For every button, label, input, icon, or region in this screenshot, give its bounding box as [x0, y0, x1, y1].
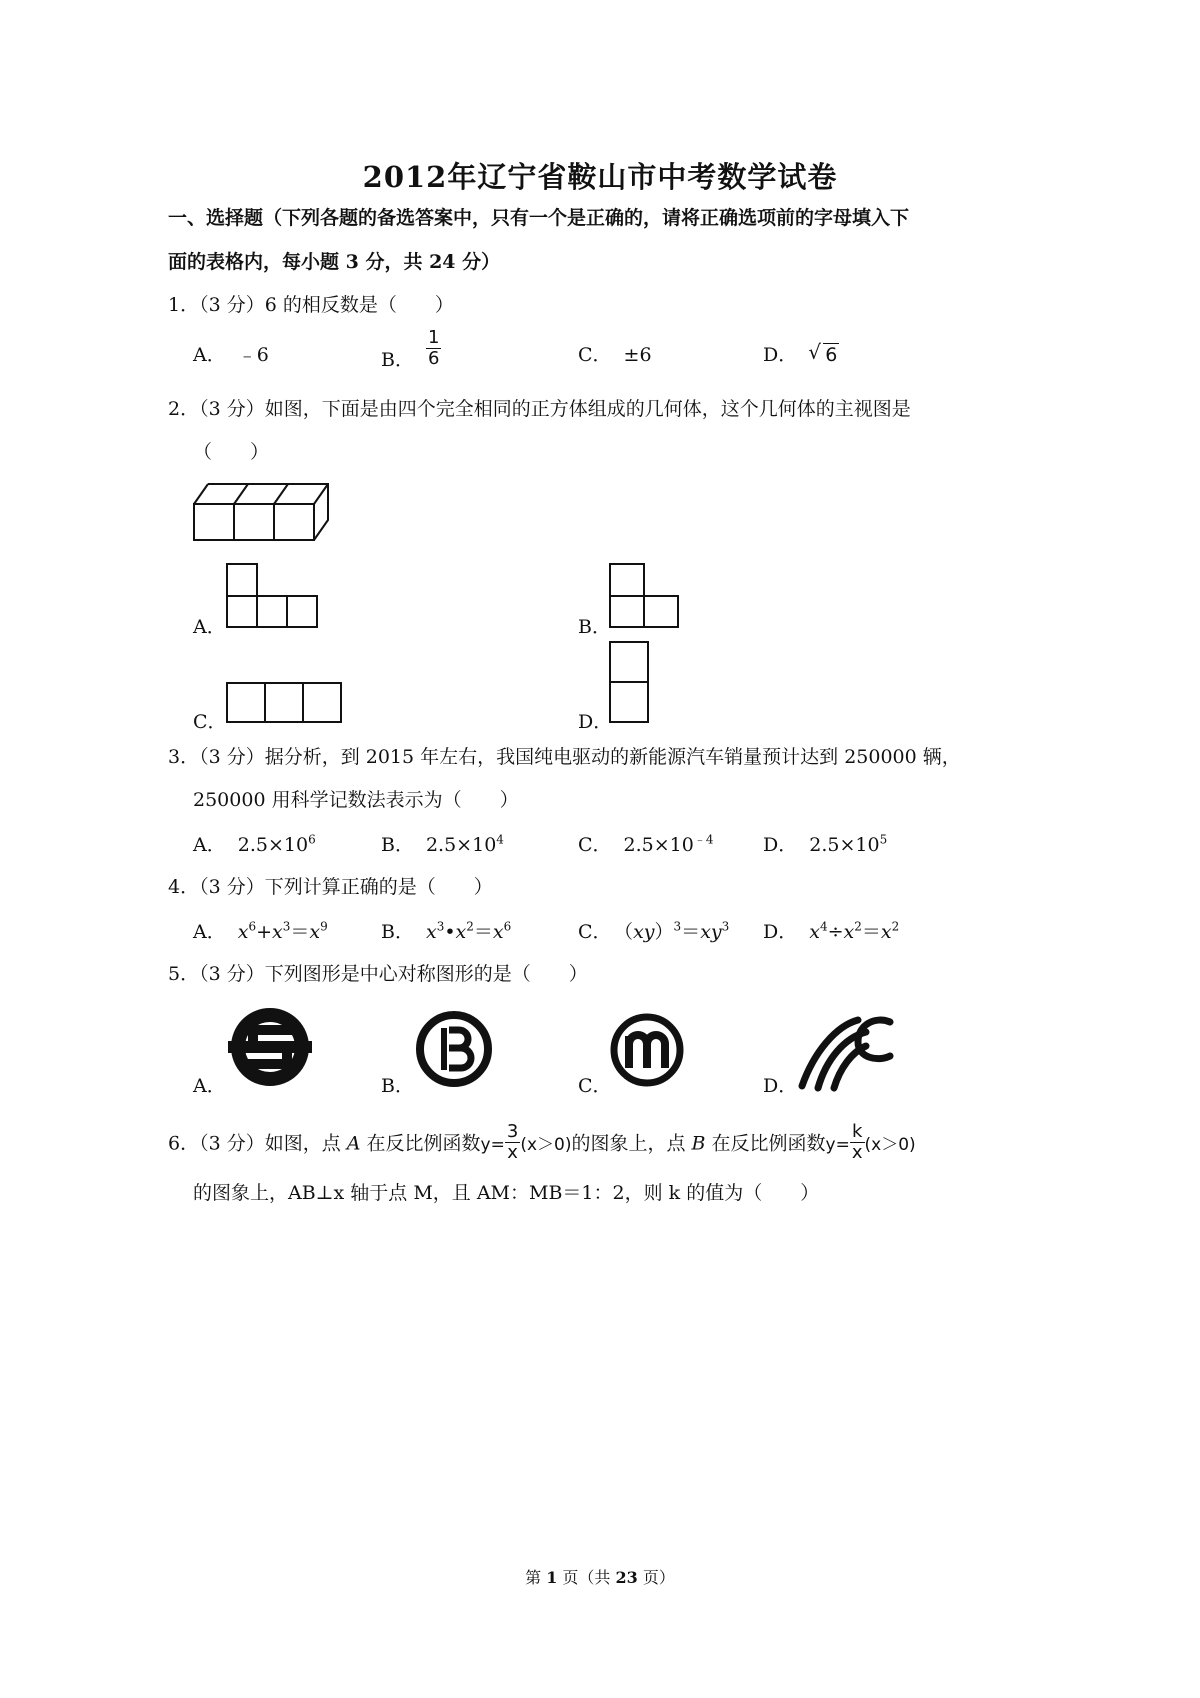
- option-exponent: ﹣4: [693, 832, 714, 847]
- q2-stem: 2．（3 分）如图，下面是由四个完全相同的正方体组成的几何体，这个几何体的主视图是: [168, 398, 911, 420]
- footer-page-number: 1: [546, 1568, 558, 1587]
- option-label: A．: [193, 921, 226, 943]
- q5-option-b-label: B．: [381, 1075, 414, 1097]
- footer-total-pages: 23: [615, 1568, 638, 1587]
- section-heading-line1: 一、选择题（下列各题的备选答案中，只有一个是正确的，请将正确选项前的字母填入下: [168, 207, 910, 229]
- sqrt-expression: [808, 340, 839, 366]
- option-exponent: 6: [308, 832, 316, 847]
- option-label: B．: [381, 834, 414, 856]
- option-label: C．: [578, 344, 612, 366]
- q6-text-4: 在反比例函数: [705, 1132, 826, 1155]
- q5-option-a-label: A．: [193, 1075, 226, 1097]
- q6-point-a: A: [346, 1132, 361, 1155]
- option-label: D．: [763, 344, 798, 366]
- option-label: A．: [193, 344, 226, 366]
- function-condition: (x＞0): [520, 1134, 572, 1155]
- q2-option-a-label: A．: [193, 616, 226, 638]
- q2-option-b-figure: [608, 562, 682, 630]
- fraction-denominator: x: [507, 1142, 518, 1163]
- fraction-numerator: 3: [506, 1121, 519, 1142]
- page-title: 2012年辽宁省鞍山市中考数学试卷: [362, 160, 838, 194]
- fraction: [426, 328, 441, 369]
- option-text: ±6: [623, 344, 652, 366]
- option-label: D．: [763, 921, 798, 943]
- option-label: B．: [381, 921, 414, 943]
- q6-point-b: B: [691, 1132, 706, 1155]
- q3-option-d: [763, 830, 887, 857]
- option-label: B．: [381, 348, 414, 371]
- q3-stem-line2: 250000 用科学记数法表示为（ ）: [193, 789, 519, 811]
- q6-stem-line1: [168, 1121, 916, 1165]
- footer-text-post: 页）: [637, 1568, 675, 1587]
- function-lhs: y=: [825, 1134, 850, 1155]
- q2-option-c-label: C．: [193, 711, 227, 733]
- q5-option-c-logo: [609, 1012, 685, 1088]
- q6-stem-line2: 的图象上，AB⊥x 轴于点 M，且 AM：MB＝1：2，则 k 的值为（ ）: [193, 1182, 820, 1204]
- q6-text-2: 在反比例函数: [360, 1132, 481, 1155]
- q1-option-d: [763, 340, 839, 367]
- q6-text-3: 的图象上，点: [571, 1132, 692, 1155]
- q5-stem: 5．（3 分）下列图形是中心对称图形的是（ ）: [168, 963, 588, 985]
- q2-option-d-label: D．: [578, 711, 613, 733]
- option-base: 2.5×10: [809, 834, 880, 856]
- q5-option-b-logo: [413, 1008, 495, 1090]
- fraction-denominator: 6: [427, 348, 440, 369]
- q5-option-c-label: C．: [578, 1075, 612, 1097]
- q4-stem: 4．（3 分）下列计算正确的是（ ）: [168, 876, 493, 898]
- sqrt-radicand: 6: [825, 344, 838, 366]
- fraction-numerator: 1: [427, 327, 440, 348]
- q2-option-b-label: B．: [578, 616, 611, 638]
- section-heading-line2: 面的表格内，每小题 3 分，共 24 分）: [168, 251, 501, 273]
- option-expression: $x^3•x^2=x^6$: [425, 919, 512, 943]
- sqrt-icon: √: [808, 340, 821, 364]
- option-base: 2.5×10: [623, 834, 694, 856]
- q2-option-d-figure: [608, 640, 654, 726]
- option-base: 2.5×10: [425, 834, 497, 856]
- q4-option-c: [578, 917, 729, 944]
- cube-solid-figure: [188, 478, 338, 546]
- option-label: A．: [193, 834, 226, 856]
- q6-function-2: [825, 1121, 916, 1163]
- q6-text-1: 6．（3 分）如图，点: [168, 1132, 347, 1155]
- fraction-denominator: x: [851, 1142, 863, 1163]
- q1-stem: 1．（3 分）6 的相反数是（ ）: [168, 294, 454, 316]
- fraction-numerator: k: [850, 1122, 865, 1143]
- q3-option-a: [193, 830, 316, 857]
- option-label: C．: [578, 921, 612, 943]
- option-base: 2.5×10: [237, 834, 309, 856]
- option-expression: $x^6+x^3=x^9$: [237, 919, 328, 943]
- q1-option-c: [578, 340, 652, 367]
- q1-option-b: [381, 328, 441, 369]
- page-footer: [0, 1565, 1200, 1588]
- q3-option-b: [381, 830, 504, 857]
- option-exponent: 5: [879, 832, 888, 847]
- q5-option-a-logo: [228, 1005, 312, 1089]
- q1-option-a: [193, 340, 269, 367]
- function-condition: (x＞0): [864, 1134, 916, 1155]
- q4-option-a: [193, 917, 328, 944]
- q2-option-c-figure: [225, 681, 345, 725]
- option-label: D．: [763, 834, 798, 856]
- fraction: [850, 1122, 865, 1163]
- option-expression: $x^4\div x^2=x^2$: [809, 919, 900, 943]
- fraction: [505, 1122, 520, 1163]
- q6-function-1: [480, 1121, 572, 1163]
- footer-text-mid: 页（共: [557, 1568, 616, 1587]
- option-exponent: 4: [496, 832, 504, 847]
- q3-option-c: [578, 830, 714, 857]
- footer-text-pre: 第: [525, 1568, 547, 1587]
- q4-option-b: [381, 917, 511, 944]
- q2-option-a-figure: [225, 562, 319, 630]
- q4-option-d: [763, 917, 899, 944]
- function-lhs: y=: [480, 1134, 505, 1155]
- option-label: C．: [578, 834, 612, 856]
- option-expression: $(xy)^3=xy^3$: [623, 919, 730, 943]
- q3-stem-line1: 3．（3 分）据分析，到 2015 年左右，我国纯电驱动的新能源汽车销量预计达到 250000 辆，: [168, 746, 961, 768]
- option-text: ﹣6: [237, 344, 269, 366]
- q5-option-d-label: D．: [763, 1075, 798, 1097]
- q2-paren: （ ）: [193, 441, 270, 463]
- q5-option-d-logo: [796, 1012, 896, 1092]
